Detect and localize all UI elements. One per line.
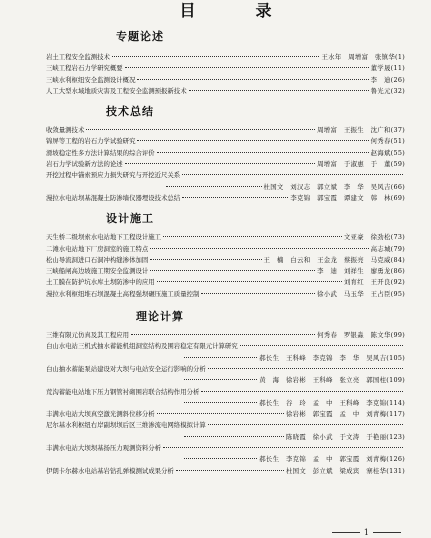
toc-entry[interactable] <box>46 159 405 170</box>
leader-dots <box>150 270 315 271</box>
entry-authors-page: 赵海斌(55) <box>370 148 405 157</box>
entry-title: 丰满水电站大坝真空激光测斜位移分析 <box>46 410 155 419</box>
entry-title: 岩石力学试验新方法的论述 <box>46 160 123 169</box>
entry-authors-page: 鲁光元(32) <box>370 86 405 95</box>
leader-dots <box>137 79 368 80</box>
toc-entry[interactable] <box>46 387 405 398</box>
leader-dots <box>182 197 288 198</box>
section-title: 技术总结 <box>106 105 154 119</box>
toc-entry[interactable] <box>46 277 405 288</box>
leader-dots <box>86 129 315 130</box>
entry-authors-page: 徐小武 马玉华 王占臣(95) <box>317 289 405 298</box>
toc-entry[interactable] <box>46 255 405 266</box>
entry-authors-page: 刘育红 王开良(92) <box>343 278 405 287</box>
entry-title: 三峡船闸高边坡施工期安全监测设计 <box>46 267 149 276</box>
page-number: 1 <box>363 528 369 537</box>
leader-dots <box>163 447 403 448</box>
entry-authors-page: 李克锦 郭宝霞 谭建文 韩 林(69) <box>290 193 405 202</box>
entry-title: 白山水电站三机式抽水蓄能机组洞室结构及围岩稳定有限元计算研究 <box>46 342 238 351</box>
entry-authors-page: 何秀春 罗银淼 陈文华(99) <box>317 331 405 340</box>
entry-authors-page: 杜国文 刘汉志 郭立斌 李 华 吴风吉(66) <box>263 182 405 191</box>
toc-entry[interactable] <box>46 232 405 243</box>
leader-dots <box>189 90 369 91</box>
leader-dots <box>131 334 315 335</box>
leader-dots <box>208 368 403 369</box>
entry-title: 白山抽水蓄能泵站建设对大坝与电站安全运行影响的分析 <box>46 364 206 373</box>
toc-entry[interactable] <box>46 125 405 136</box>
leader-dots <box>112 56 320 57</box>
leader-dots <box>163 236 342 237</box>
leader-dots <box>150 259 261 260</box>
entry-authors-page: 周增富 王振生 沈广和(37) <box>317 126 405 135</box>
toc-entry[interactable] <box>46 52 405 63</box>
entry-authors-page: 郝长生 李克锦 孟 中 郭宝霞 刘青梅(126) <box>259 455 405 464</box>
entry-title: 滑坡稳定性多方法计算结果的综合评价 <box>46 148 155 157</box>
toc-entry-continuation[interactable] <box>46 432 405 443</box>
entry-authors-page: 徐岩彬 郭宝霞 孟 中 刘青梅(117) <box>285 410 405 419</box>
leader-dots <box>157 152 369 153</box>
leader-dots <box>125 163 315 164</box>
toc-body <box>46 30 405 477</box>
entry-title: 伊朗卡尔赫水电站基岩钻孔弹模测试成果分析 <box>46 466 174 475</box>
toc-entry[interactable] <box>46 466 405 477</box>
toc-entry-continuation[interactable] <box>46 353 405 364</box>
entry-title: 漫拉水电站坝基混凝土防渗墙仪器埋设技术总结 <box>46 193 181 202</box>
leader-dots <box>150 248 368 249</box>
entry-title: 三维有限元仿真及其工程应用 <box>46 331 130 340</box>
toc-entry[interactable] <box>46 409 405 420</box>
leader-dots <box>208 424 403 425</box>
leader-dots <box>137 140 368 141</box>
entry-authors-page: 董学晟(11) <box>370 64 405 73</box>
toc-entry[interactable] <box>46 63 405 74</box>
leader-dots <box>240 345 403 346</box>
toc-entry-continuation[interactable] <box>46 375 405 386</box>
toc-entry[interactable] <box>46 244 405 255</box>
entry-authors-page: 郝长生 王科峰 李克锦 李 华 吴风吉(105) <box>259 353 405 362</box>
entry-title: 丰满水电站大坝坝基扬压力观测资料分析 <box>46 444 162 453</box>
entry-title: 尼尔基水利枢纽右岸副坝坝后区三维渗流电网络模拟计算 <box>46 421 206 430</box>
toc-entry[interactable] <box>46 148 405 159</box>
entry-title: 二滩水电站地下厂房洞室的施工特点 <box>46 244 149 253</box>
entry-title: 漫拉水利枢纽堆石坝混凝土高程强坝碾压施工质量控制 <box>46 289 200 298</box>
leader-dots <box>184 436 284 437</box>
leader-dots <box>184 357 257 358</box>
toc-entry-continuation[interactable] <box>46 182 405 193</box>
entry-title: 人工大型水域地质灾害及工程安全监测预报新技术 <box>46 86 187 95</box>
toc-entry[interactable] <box>46 364 405 375</box>
entry-title: 收敛量测技术 <box>46 126 85 135</box>
toc-entry[interactable] <box>46 443 405 454</box>
entry-authors-page: 周增富 于淑惠 于 董(59) <box>317 160 405 169</box>
leader-dots <box>201 391 403 392</box>
entry-title: 天生桥二级坝索水电站地下工程设计施工 <box>46 233 162 242</box>
leader-dots <box>157 413 284 414</box>
entry-authors-page: 杜国文 彭立斌 梁成宾 寨桂华(131) <box>285 466 405 475</box>
entry-authors-page: 李 迪(26) <box>370 75 405 84</box>
footer-left-rule <box>332 532 360 533</box>
entry-authors-page: 高志城(79) <box>370 244 405 253</box>
leader-dots <box>125 67 369 68</box>
leader-dots <box>166 186 262 187</box>
toc-page <box>0 2 431 538</box>
entry-title: 荒沟蓄能电站地下压力钢管衬砌围岩联合结构作用分析 <box>46 387 200 396</box>
toc-entry[interactable] <box>46 420 405 431</box>
entry-authors-page: 郝长生 谷 玲 孟 中 王科峰 李克锦(114) <box>259 398 405 407</box>
entry-title: 锦屏等工程的岩石力学试验研究 <box>46 137 136 146</box>
entry-authors-page: 李 迪 刘祥生 廖勇龙(86) <box>317 267 405 276</box>
entry-title: 三峡工程岩石力学研究概要 <box>46 64 123 73</box>
entry-authors-page: 何秀春(51) <box>370 137 405 146</box>
entry-authors-page: 陈晓霞 徐小武 于文涛 于艳丽(123) <box>285 432 405 441</box>
leader-dots <box>157 281 342 282</box>
page-title: 目 录 <box>179 1 294 20</box>
leader-dots <box>182 174 403 175</box>
entry-authors-page: 文亚豪 徐劲松(73) <box>343 233 405 242</box>
entry-title: 开挖过程中锚索预应力损失研究与开挖近尺关系 <box>46 171 181 180</box>
entry-title: 土工膜在防护坑水库土坝防渗中的应用 <box>46 278 155 287</box>
entry-title: 三峡水利枢纽安全监测设计概况 <box>46 75 136 84</box>
toc-entry[interactable] <box>46 341 405 352</box>
toc-entry[interactable] <box>46 330 405 341</box>
section-title: 设计施工 <box>106 212 154 226</box>
leader-dots <box>184 458 257 459</box>
leader-dots <box>184 402 257 403</box>
toc-entry[interactable] <box>46 266 405 277</box>
toc-entry[interactable] <box>46 86 405 97</box>
leader-dots <box>201 293 315 294</box>
toc-entry-continuation[interactable] <box>46 398 405 409</box>
toc-entry[interactable] <box>46 75 405 86</box>
section-title: 专题论述 <box>116 30 164 43</box>
entry-authors-page: 黄 海 徐岩彬 王科峰 张立亮 郭国柱(109) <box>259 376 405 385</box>
footer-right-rule <box>373 532 401 533</box>
section-title: 理论计算 <box>136 310 184 324</box>
entry-authors-page: 王水年 周增富 张镇华(1) <box>321 53 405 61</box>
entry-title: 岩土工程安全监测技术 <box>46 53 110 61</box>
entry-authors-page: 王 楠 白云和 王金龙 蔡振亮 马克威(84) <box>263 255 405 264</box>
entry-title: 松山导流洞进口石洞冲构缝渗体加固 <box>46 255 149 264</box>
toc-entry-continuation[interactable] <box>46 454 405 465</box>
toc-entry[interactable] <box>46 289 405 300</box>
leader-dots <box>176 470 284 471</box>
toc-entry[interactable] <box>46 170 405 181</box>
toc-entry[interactable] <box>46 136 405 147</box>
toc-entry[interactable] <box>46 193 405 204</box>
leader-dots <box>184 379 257 380</box>
